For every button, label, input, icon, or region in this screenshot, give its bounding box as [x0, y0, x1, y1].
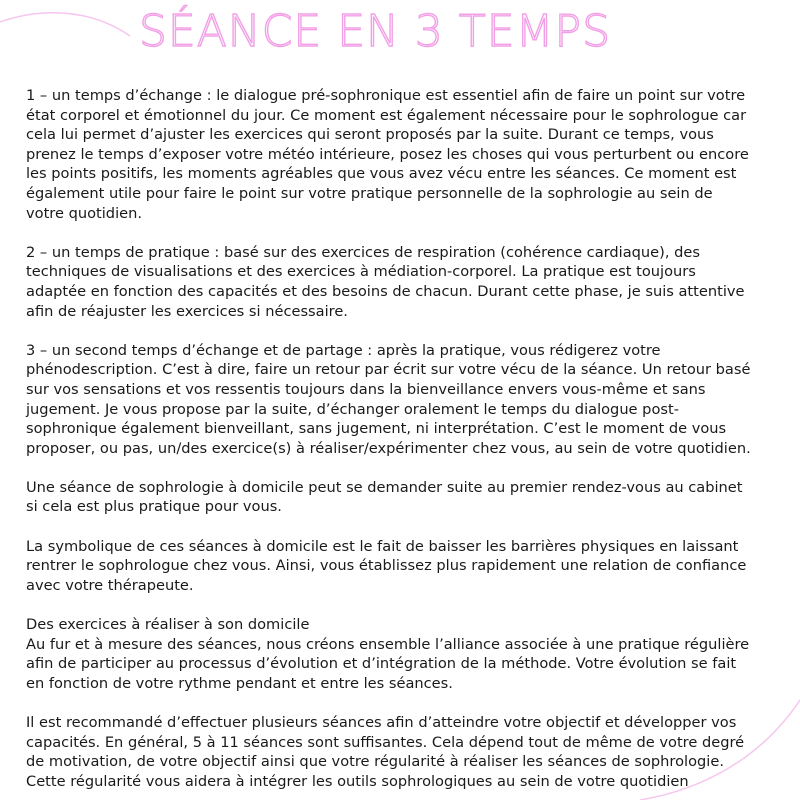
text-line: en fonction de votre rythme pendant et entre les séances. [26, 674, 453, 692]
text-line: rentrer le sophrologue chez vous. Ainsi, vous établissez plus rapidement une relation de confiance [26, 557, 747, 575]
article-body [26, 86, 786, 811]
paragraph-pratique [26, 243, 786, 321]
text-line: adaptée en fonction des capacités et des besoins de chacun. Durant cette phase, je suis attentive [26, 282, 745, 300]
text-line: techniques de visualisations et des exercices à médiation-corporel. La pratique est toujours [26, 263, 696, 281]
text-line: votre quotidien. [26, 204, 142, 222]
text-line: Une séance de sophrologie à domicile peut se demander suite au premier rendez-vous au cabinet [26, 478, 743, 496]
text-line: afin de réajuster les exercices si nécessaire. [26, 302, 348, 320]
text-line: Au fur et à mesure des séances, nous créons ensemble l’alliance associée à une pratique régulière [26, 635, 750, 653]
text-line: cela lui permet d’ajuster les exercices qui seront proposés par la suite. Durant ce temps, vous [26, 126, 714, 144]
text-line: 3 – un second temps d’échange et de partage : après la pratique, vous rédigerez votre [26, 341, 661, 359]
paragraph-partage [26, 341, 786, 459]
paragraph-domicile [26, 478, 786, 517]
text-line: Il est recommandé d’effectuer plusieurs séances afin d’atteindre votre objectif et développer vos [26, 714, 737, 731]
text-line: état corporel et émotionnel du jour. Ce moment est également nécessaire pour le sophrologue car [26, 106, 747, 124]
text-line: Cette régularité vous aidera à intégrer les outils sophrologiques au sein de votre quotidien [26, 772, 689, 790]
text-line: Des exercices à réaliser à son domicile [26, 616, 310, 634]
text-line: 2 – un temps de pratique : basé sur des exercices de respiration (cohérence cardiaque), des [26, 243, 700, 261]
paragraph-echange [26, 86, 786, 223]
text-line: également utile pour faire le point sur votre pratique personnelle de la sophrologie au sein de [26, 184, 713, 202]
text-line: de motivation, de votre objectif ainsi que votre régularité à réaliser les séances de sophrologie. [26, 753, 724, 771]
page-title: SÉANCE EN 3 TEMPS [138, 6, 612, 57]
text-line: si cela est plus pratique pour vous. [26, 498, 282, 516]
paragraph-recommandation [26, 713, 786, 791]
paragraph-exercices [26, 615, 786, 693]
paragraph-symbolique [26, 537, 786, 596]
text-line: prenez le temps d’exposer votre météo intérieure, posez les choses qui vous perturbent ou encore [26, 145, 749, 163]
text-line: capacités. En général, 5 à 11 séances sont suffisantes. Cela dépend tout de même de votre degré [26, 733, 745, 751]
text-line: jugement. Je vous propose par la suite, d’échanger oralement le temps du dialogue post- [26, 400, 679, 418]
text-line: afin de participer au processus d’évolution et d’intégration de la méthode. Votre évolution se fait [26, 655, 737, 673]
text-line: sophronique également bienveillant, sans jugement, ni interprétation. C’est le moment de vous [26, 420, 727, 438]
text-line: les points positifs, les moments agréables que vous avez vécu entre les séances. Ce moment est [26, 165, 737, 183]
text-line: La symbolique de ces séances à domicile est le fait de baisser les barrières physiques en laissant [26, 537, 739, 555]
text-line: 1 – un temps d’échange : le dialogue pré-sophronique est essentiel afin de faire un point sur votre [26, 87, 746, 104]
text-line: sur vos sensations et vos ressentis toujours dans la bienveillance envers vous-même et sans [26, 380, 706, 398]
text-line: phénodescription. C’est à dire, faire un retour par écrit sur votre vécu de la séance. Un retour basé [26, 361, 751, 379]
text-line: proposer, ou pas, un/des exercice(s) à réaliser/expérimenter chez vous, au sein de votre quotidien. [26, 439, 751, 457]
text-line: avec votre thérapeute. [26, 576, 194, 594]
